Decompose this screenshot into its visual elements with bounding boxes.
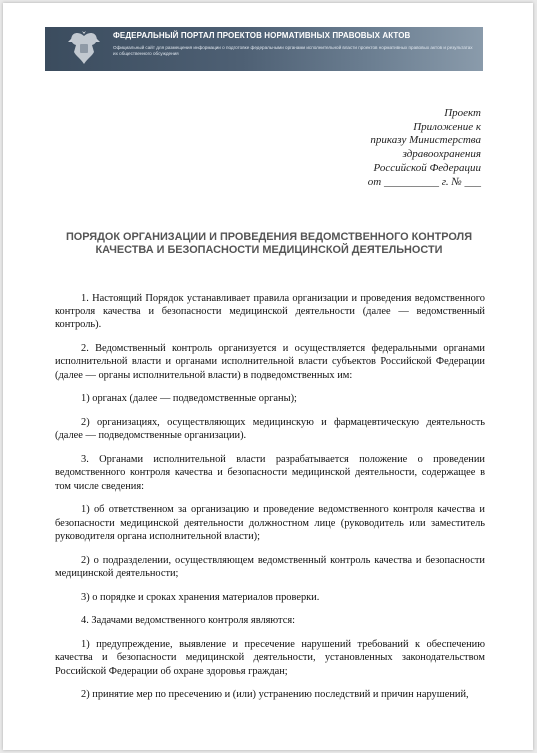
- paragraph: 2) о подразделении, осуществляющем ведомственный контроль качества и безопасности медицинской деятельности;: [55, 554, 485, 579]
- paragraph: 1) органах (далее — подведомственные органы);: [81, 393, 297, 405]
- stamp-line: Приложение к: [413, 120, 481, 133]
- document-page: [3, 3, 533, 750]
- paragraph: 2) принятие мер по пресечению и (или) устранению последствий и причин нарушений,: [81, 689, 469, 701]
- approval-stamp: [281, 107, 481, 189]
- paragraph: 1) об ответственном за организацию и проведение ведомственного контроля качества и безопасности медицинской деятельности должностном лице (руководитель или заместитель руководителя органа исполнительной власти);: [55, 504, 485, 542]
- paragraph: 2. Ведомственный контроль организуется и осуществляется федеральными органами исполнительной власти и органами исполнительной власти субъектов Российской Федерации (далее — органы исполнительной власти) в подведомственных им:: [55, 343, 485, 381]
- paragraph: 1. Настоящий Порядок устанавливает правила организации и проведения ведомственного контроля качества и безопасности медицинской деятельности (далее — ведомственный контроль).: [55, 293, 485, 331]
- portal-banner[interactable]: [45, 27, 483, 71]
- paragraph: 4. Задачами ведомственного контроля являются:: [81, 615, 296, 627]
- coat-of-arms-icon: [66, 30, 102, 68]
- paragraph: 2) организациях, осуществляющих медицинскую и фармацевтическую деятельность (далее — подведомственные организации).: [55, 417, 485, 442]
- stamp-line: приказу Министерства: [370, 134, 481, 147]
- paragraph: 3) о порядке и сроках хранения материалов проверки.: [81, 591, 320, 603]
- document-title: ПОРЯДОК ОРГАНИЗАЦИИ И ПРОВЕДЕНИЯ ВЕДОМСТВЕННОГО КОНТРОЛЯ КАЧЕСТВА И БЕЗОПАСНОСТИ МЕДИЦИНСКОЙ ДЕЯТЕЛЬНОСТИ: [65, 231, 473, 256]
- paragraph: 3. Органами исполнительной власти разрабатывается положение о проведении ведомственного контроля качества и безопасности медицинской деятельности, содержащее в том числе сведения:: [55, 454, 485, 492]
- paragraph: 1) предупреждение, выявление и пресечение нарушений требований к обеспечению качества и безопасности медицинской деятельности, установленных законодательством Российской Федерации об охране здоровья граждан;: [55, 639, 485, 677]
- stamp-line: Проект: [444, 107, 481, 119]
- stamp-line: здравоохранения: [402, 148, 481, 161]
- document-body: [55, 292, 485, 712]
- stamp-line: Российской Федерации: [373, 161, 481, 174]
- portal-title: ФЕДЕРАЛЬНЫЙ ПОРТАЛ ПРОЕКТОВ НОРМАТИВНЫХ ПРАВОВЫХ АКТОВ: [113, 31, 411, 40]
- portal-subtitle: Официальный сайт для размещения информации о подготовке федеральными органами исполнительной власти проектов нормативных правовых актов и результатах их общественного обсуждения: [113, 45, 473, 57]
- stamp-line: от __________ г. № ___: [367, 175, 481, 188]
